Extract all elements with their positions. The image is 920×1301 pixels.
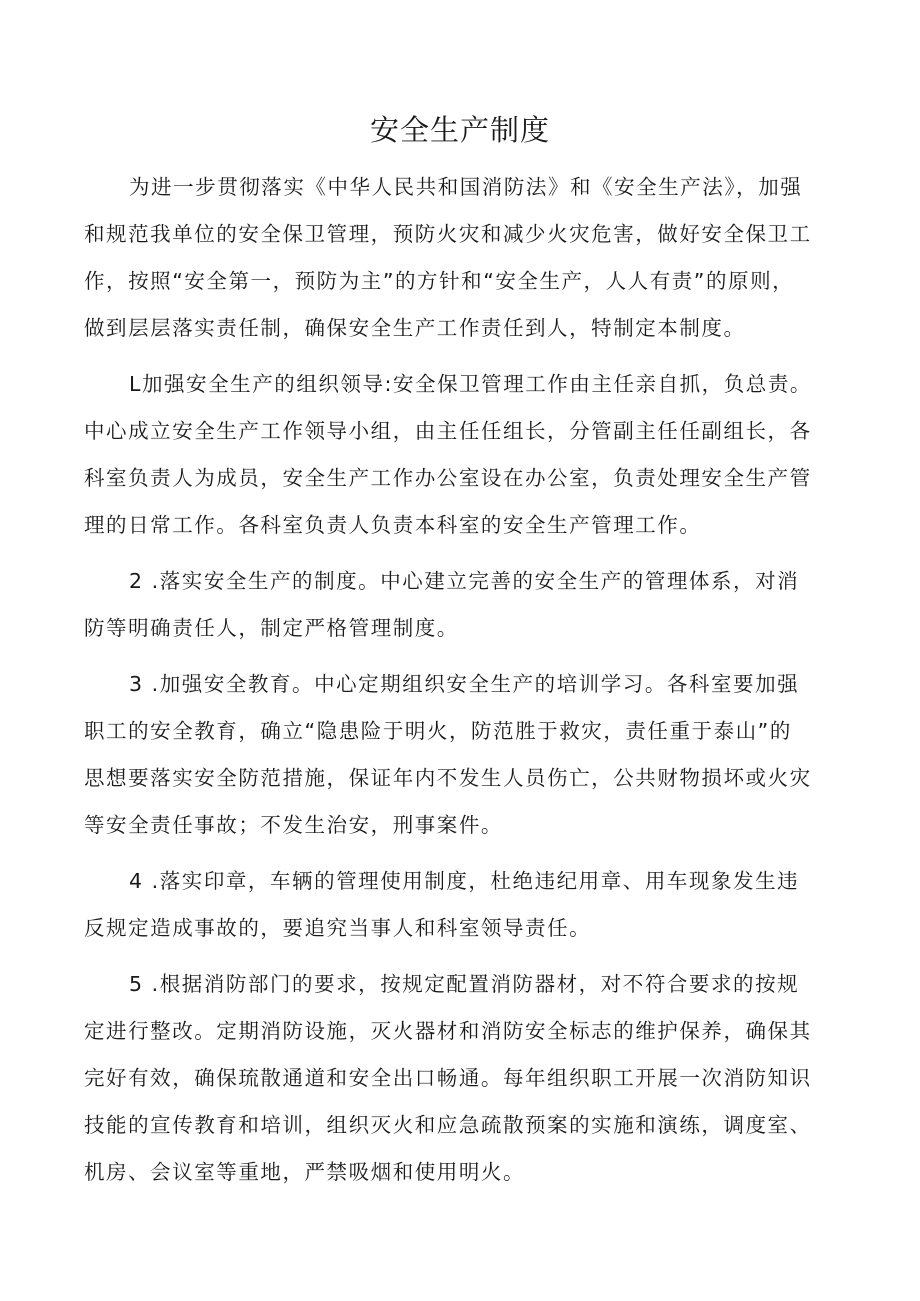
paragraph-line: 完好有效，确保琉散通道和安全出口畅通。每年组织职工开展一次消防知识	[84, 1066, 812, 1090]
paragraph-line: 4 .落实印章，车辆的管理使用制度，杜绝违纪用章、用车现象发生违	[129, 869, 800, 893]
paragraph-line: 思想要落实安全防范措施，保证年内不发生人员伤亡，公共财物损坏或火灾	[84, 766, 812, 790]
document-title: 安全生产制度	[369, 113, 550, 147]
paragraph-line: 3 .加强安全教育。中心定期组织安全生产的培训学习。各科室要加强	[129, 672, 800, 696]
paragraph-item-5	[84, 961, 844, 1196]
paragraph-line: 5 .根据消防部门的要求，按规定配置消防器材，对不符合要求的按规	[129, 972, 800, 996]
paragraph-line: 和规范我单位的安全保卫管理，预防火灾和减少火灾危害，做好安全保卫工	[84, 222, 812, 246]
paragraph-item-2	[84, 558, 844, 652]
paragraph-line: 做到层层落实责任制，确保安全生产工作责任到人，特制定本制度。	[84, 316, 746, 340]
paragraph-line: 机房、会议室等重地，严禁吸烟和使用明火。	[84, 1160, 525, 1184]
paragraph-line: 理的日常工作。各科室负责人负责本科室的安全生产管理工作。	[84, 513, 702, 537]
paragraph-line: 作，按照“安全第一，预防为主”的方针和“安全生产，人人有责”的原则，	[84, 269, 795, 293]
paragraph-line: 技能的宣传教育和培训，组织灭火和应急疏散预案的实施和演练，调度室、	[84, 1113, 812, 1137]
paragraph-item-4	[84, 858, 844, 952]
paragraph-item-1	[84, 361, 844, 549]
paragraph-line: 2 .落实安全生产的制度。中心建立完善的安全生产的管理体系，对消	[129, 569, 800, 593]
paragraph-intro	[84, 164, 844, 352]
paragraph-line: 定进行整改。定期消防设施，灭火器材和消防安全标志的维护保养，确保其	[84, 1019, 812, 1043]
paragraph-item-3	[84, 661, 844, 849]
paragraph-line: 等安全责任事故；不发生治安，刑事案件。	[84, 813, 503, 837]
paragraph-line: 反规定造成事故的，要追究当事人和科室领导责任。	[84, 916, 592, 940]
paragraph-line: 中心成立安全生产工作领导小组，由主任任组长，分管副主任任副组长，各	[84, 419, 812, 443]
paragraph-line: 科室负责人为成员，安全生产工作办公室设在办公室，负责处理安全生产管	[84, 466, 812, 490]
paragraph-line: 为进一步贯彻落实《中华人民共和国消防法》和《安全生产法》，加强	[129, 175, 803, 199]
paragraph-line: L加强安全生产的组织领导:安全保卫管理工作由主任亲自抓，负总责。	[129, 372, 812, 396]
paragraph-line: 职工的安全教育，确立“隐患险于明火，防范胜于救灾，责任重于泰山”的	[84, 719, 792, 743]
document-body	[84, 164, 844, 1205]
paragraph-line: 防等明确责任人，制定严格管理制度。	[84, 616, 459, 640]
